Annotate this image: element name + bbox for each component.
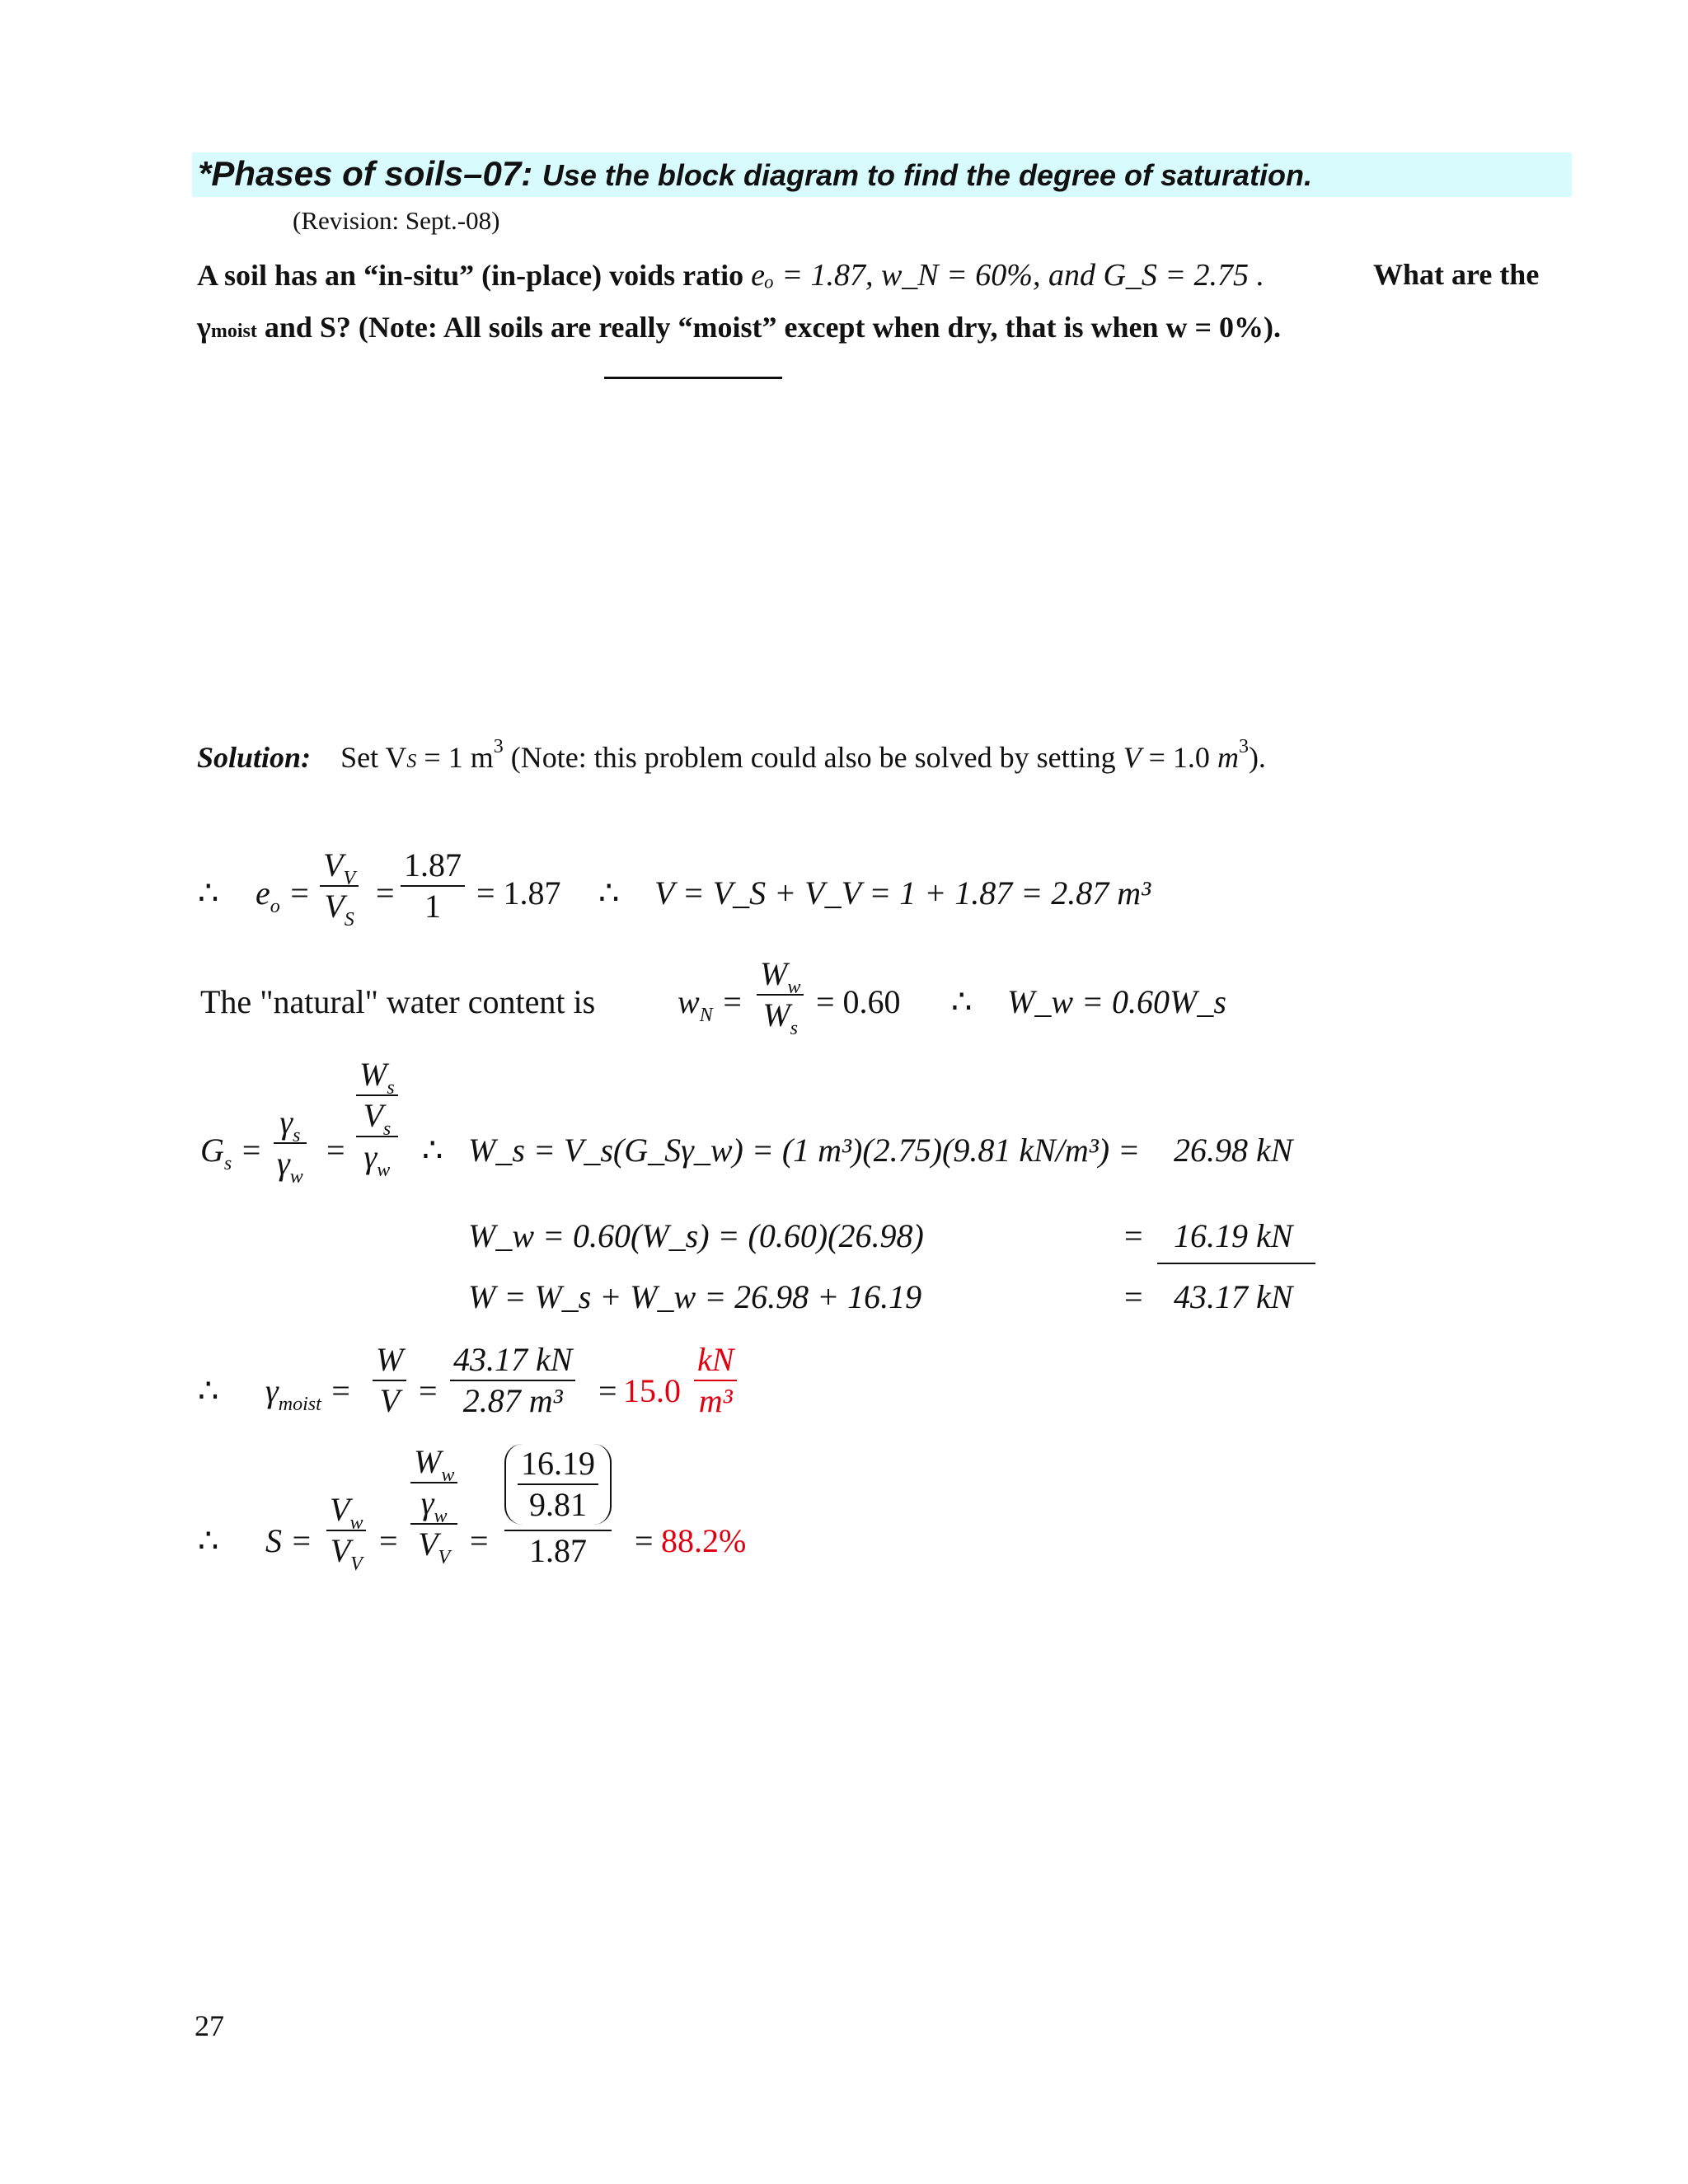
- eq6-fraction-1: W V: [373, 1343, 406, 1418]
- eq7-lhs: S =: [265, 1522, 312, 1559]
- eq6-fraction-2: 43.17 kN 2.87 m³: [450, 1343, 575, 1418]
- eq7-fraction-3: 16.19 9.81 1.87: [504, 1444, 612, 1568]
- eq7-fraction-1: $V_w$ $V_V$: [326, 1493, 366, 1568]
- gamma-moist-unit: kN m³: [694, 1343, 737, 1418]
- underline-mark: [604, 377, 782, 379]
- title-subtitle: Use the block diagram to find the degree of saturation.: [542, 158, 1313, 192]
- eq2-fraction: $W_w$ $W_s$: [757, 958, 804, 1032]
- eq1-result: = 1.87: [476, 874, 561, 912]
- eq3-rhs: W_s = V_s(G_Sγ_w) = (1 m³)(2.75)(9.81 kN/m³) =: [468, 1132, 1141, 1169]
- eq4-lhs: W_w = 0.60(W_s) = (0.60)(26.98): [468, 1217, 924, 1254]
- eq3-value: 26.98 kN: [1174, 1132, 1293, 1169]
- page-number: 27: [195, 2009, 224, 2042]
- eq5-value: 43.17 kN: [1174, 1278, 1293, 1315]
- eq7-fraction-2: $W_w$ $\gamma_w$ $V_V$: [410, 1446, 457, 1561]
- saturation-answer: 88.2%: [661, 1522, 747, 1559]
- sum-rule: [1157, 1263, 1315, 1264]
- solution-label: Solution:: [197, 741, 312, 774]
- eq3-therefore: ∴: [422, 1132, 443, 1169]
- eq1-lhs: $e_o$ =: [256, 874, 311, 917]
- page-title: [198, 154, 1312, 194]
- eq3-fraction-1: $\gamma_s$ $\gamma_w$: [274, 1106, 307, 1180]
- eq2-label: The "natural" water content is: [200, 983, 596, 1020]
- revision-note: (Revision: Sept.-08): [293, 206, 500, 235]
- title-main-text: *Phases of soils–07:: [198, 154, 533, 193]
- eq2-result: = 0.60: [816, 983, 901, 1020]
- eq2-lhs: $w_N$ =: [678, 983, 743, 1026]
- eq1-therefore-2: ∴: [598, 874, 620, 912]
- problem-given-values: eₒ = 1.87, w_N = 60%, and G_S = 2.75 .: [751, 258, 1265, 293]
- eq1-fraction-2: 1.87 1: [401, 849, 465, 923]
- eq4-value: 16.19 kN: [1174, 1217, 1293, 1254]
- eq3-lhs: $G_s$ =: [200, 1132, 263, 1174]
- problem-line-1: A soil has an “in-situ” (in-place) voids ratio eₒ = 1.87, w_N = 60%, and G_S = 2.75 .: [197, 258, 1265, 293]
- eq3-fraction-2: $W_s$ $V_s$ $\gamma_w$: [356, 1058, 398, 1174]
- eq2-therefore: ∴: [951, 983, 973, 1020]
- eq6-therefore: ∴: [198, 1372, 219, 1409]
- eq1-total-volume: V = V_S + V_V = 1 + 1.87 = 2.87 m³: [654, 874, 1151, 912]
- eq1-therefore: ∴: [198, 874, 219, 912]
- gamma-moist-answer: 15.0: [623, 1372, 681, 1409]
- eq2-rhs: W_w = 0.60W_s: [1007, 983, 1226, 1020]
- eq7-therefore: ∴: [198, 1522, 219, 1559]
- solution-intro: Solution: Set VS = 1 $m^3$ (Note: this problem could also be solved by setting V = 1.0 $m^3$).: [197, 736, 1266, 774]
- eq1-fraction-1: $V_V$ $V_S$: [320, 849, 359, 923]
- problem-line-2: γmoist and S? (Note: All soils are really “moist” except when dry, that is when w = 0%).: [197, 311, 1282, 344]
- eq6-lhs: $\gamma_{moist}$ =: [265, 1372, 352, 1415]
- eq5-lhs: W = W_s + W_w = 26.98 + 16.19: [468, 1278, 922, 1315]
- problem-line-1-tail: What are the: [1373, 258, 1540, 291]
